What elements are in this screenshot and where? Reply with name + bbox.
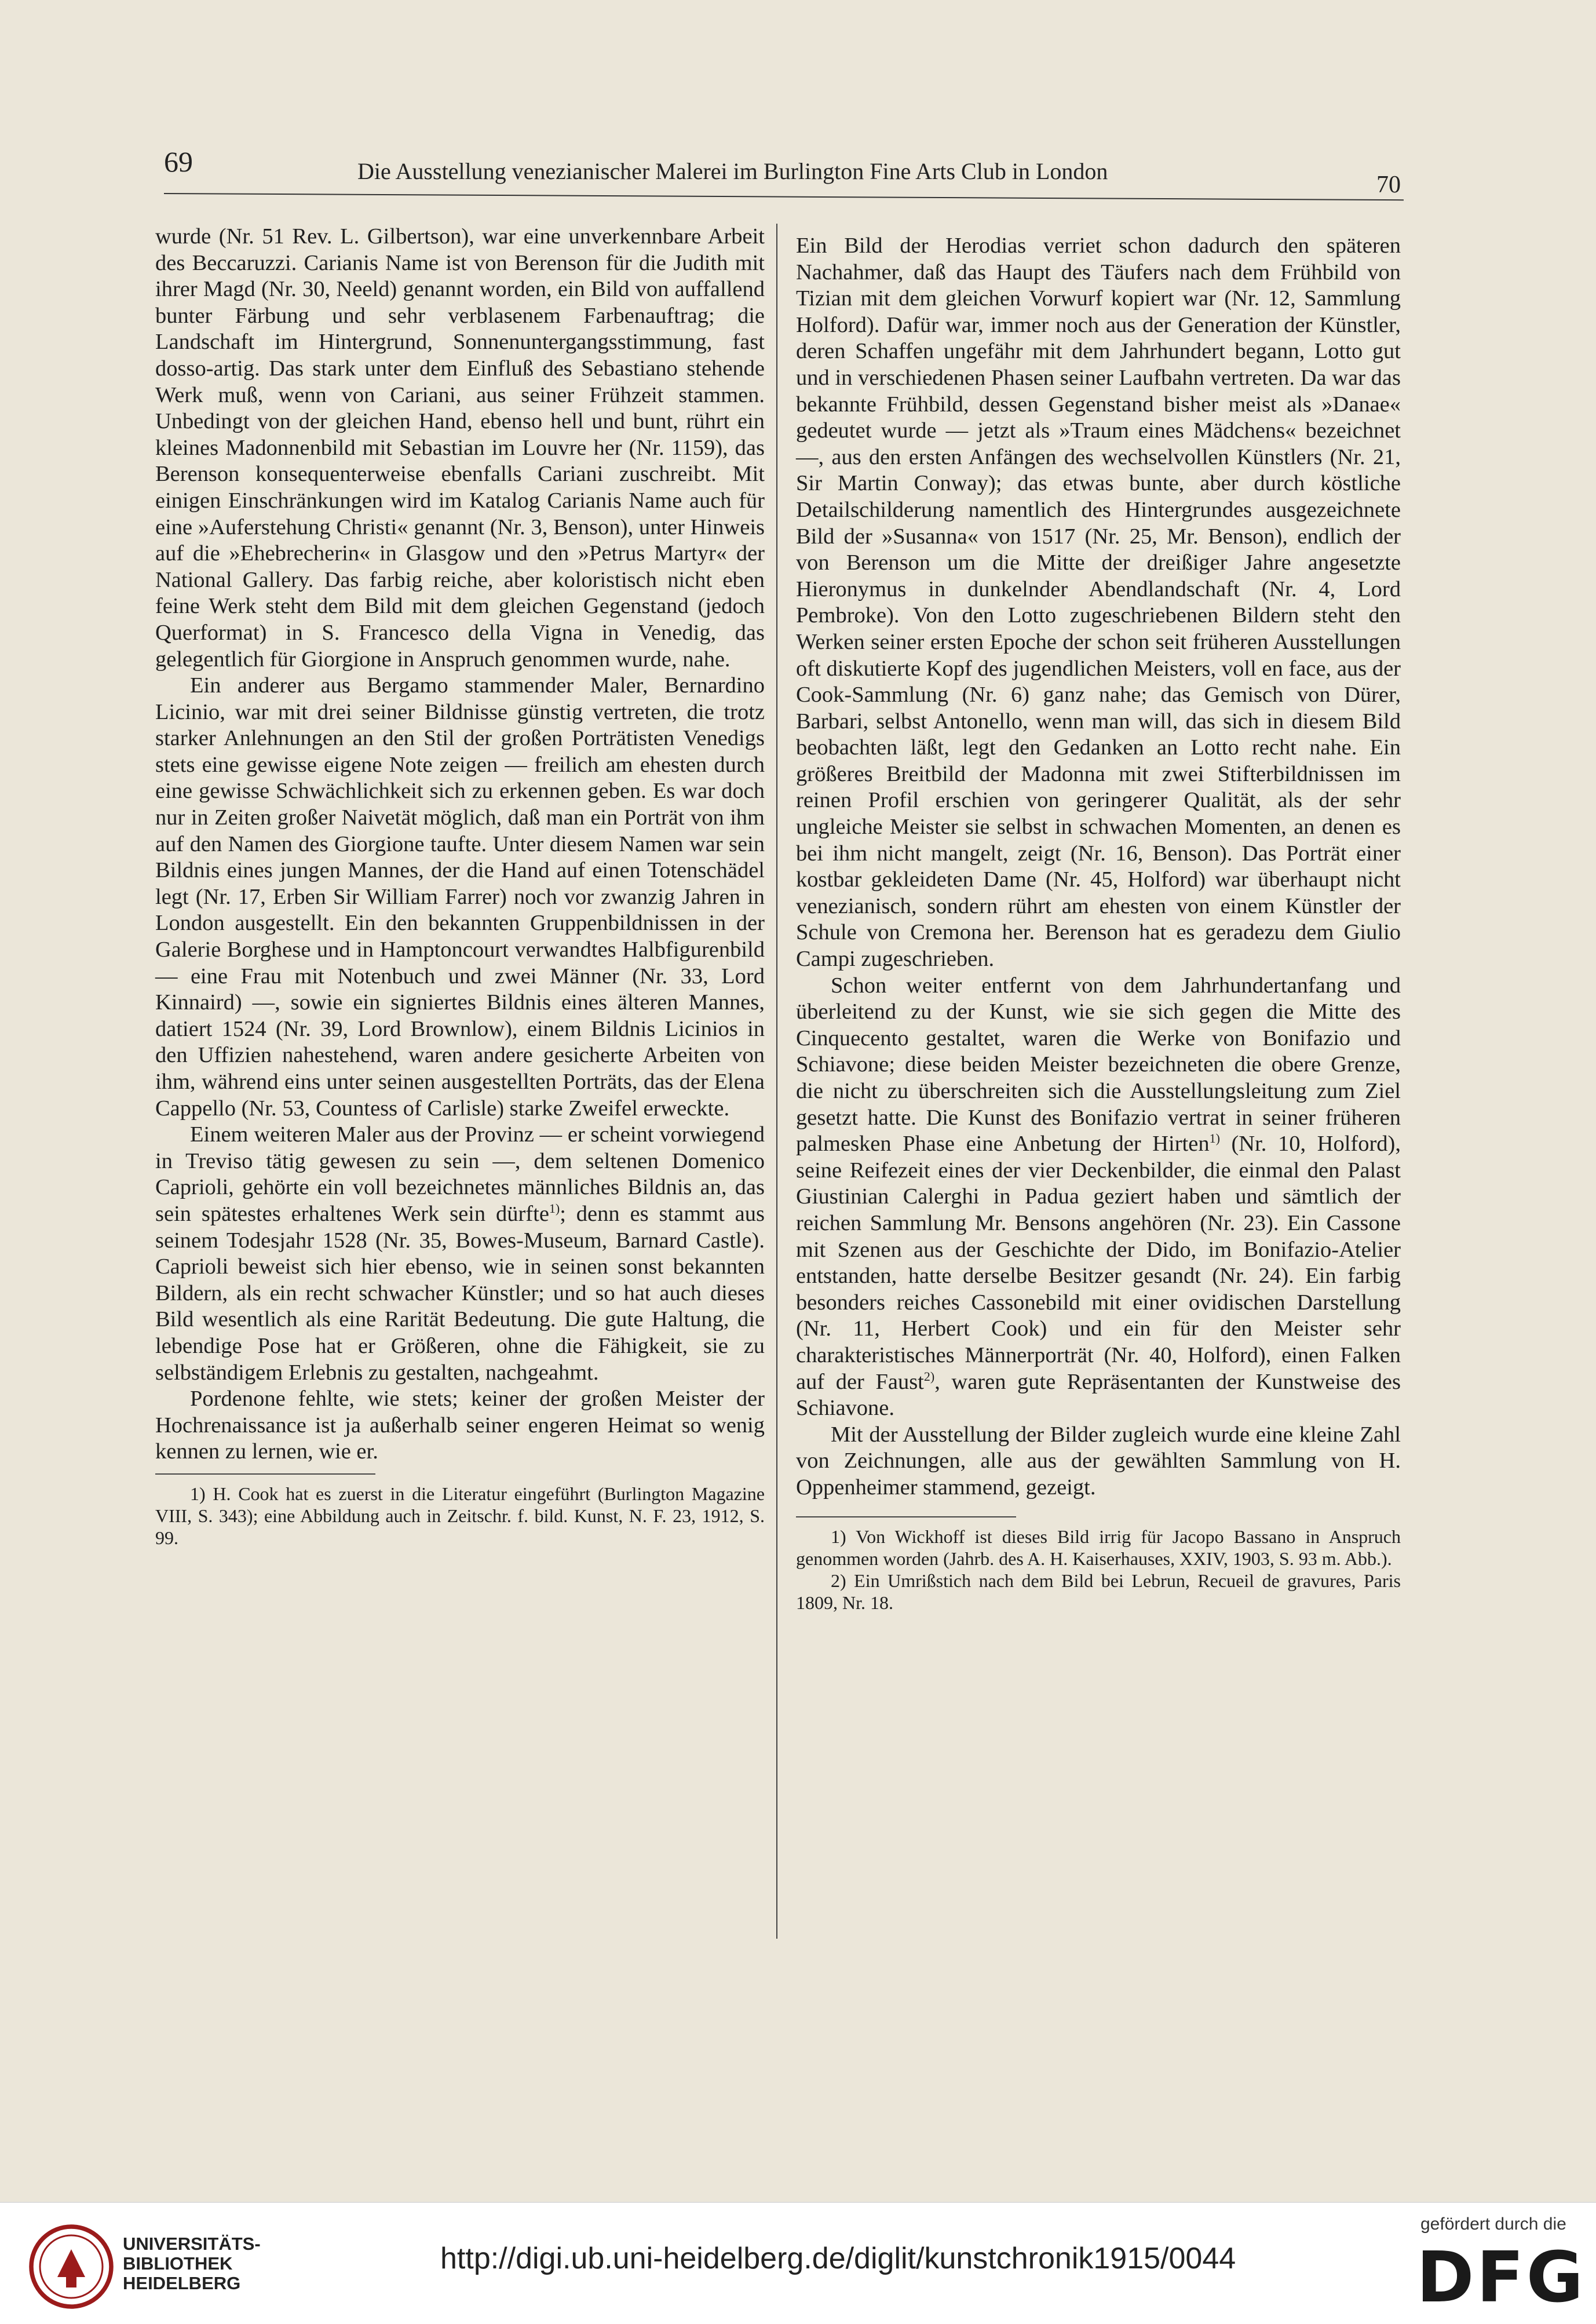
dfg-logo: DFG xyxy=(1416,2238,1586,2318)
footnote-ref: 1) xyxy=(1209,1131,1220,1146)
footnote: 1) H. Cook hat es zuerst in die Literatur eingeführt (Burlington Magazine VIII, S. 343); eine Abbildung auch in Zeitschr. f. bild. Kunst, N. F. 23, 1912, S. 99. xyxy=(155,1483,765,1548)
right-column xyxy=(796,233,1401,1614)
footer-bar xyxy=(0,2202,1596,2324)
funder-label: gefördert durch die xyxy=(1420,2214,1566,2234)
column-divider xyxy=(776,224,777,1939)
footnote-ref: 1) xyxy=(549,1201,560,1216)
text-run: Einem weiteren Maler aus der Provinz — er scheint vorwiegend in Treviso tätig gewesen zu sein —, dem seltenen Domenico Caprioli, gehörte ein voll bezeichnetes männliches Bildnis an, das sein spätestes erhaltenes Werk sein dürfte xyxy=(155,1122,765,1226)
paragraph xyxy=(155,1122,765,1386)
paragraph: Ein anderer aus Bergamo stammender Maler, Bernardino Licinio, war mit drei seiner Bildnisse günstig vertreten, die trotz starker Anlehnungen an den Stil der großen Porträtisten Venedigs stets eine gewisse eigene Note zeigen — freilich am ehesten durch eine gewisse Schwächlichkeit sich zu erkennen geben. Es war doch nur in Zeiten großer Naivetät möglich, daß man ein Porträt von ihm auf den Namen des Giorgione taufte. Unter diesem Namen war sein Bildnis eines jungen Mannes, der die Hand auf einen Totenschädel legt (Nr. 17, Erben Sir William Farrer) noch vor zwanzig Jahren in London ausgestellt. Ein den bekannten Gruppenbildnissen in der Galerie Borghese und in Hamptoncourt verwandtes Halbfigurenbild — eine Frau mit Notenbuch und zwei Männer (Nr. 33, Lord Kinnaird) —, sowie ein signiertes Bildnis eines älteren Mannes, datiert 1524 (Nr. 39, Lord Brownlow), einem Bildnis Licinios in den Uffizien nahestehend, waren andere gesicherte Arbeiten von ihm, während eins unter seinen ausgestellten Porträts, das der Elena Cappello (Nr. 53, Countess of Carlisle) starke Zweifel erweckte. xyxy=(155,673,765,1121)
left-column xyxy=(155,224,765,1549)
text-run: , waren gute Repräsentanten der Kunstweise des Schiavone. xyxy=(796,1369,1401,1421)
page-number-right: 70 xyxy=(1376,172,1401,198)
running-title: Die Ausstellung venezianischer Malerei im Burlington Fine Arts Club in London xyxy=(357,158,1108,184)
paragraph: Mit der Ausstellung der Bilder zugleich wurde eine kleine Zahl von Zeichnungen, alle aus der gewählten Sammlung von H. Oppenheimer stammend, gezeigt. xyxy=(796,1422,1401,1500)
header-rule xyxy=(164,193,1404,200)
text-run: (Nr. 10, Holford), seine Reifezeit eines der vier Deckenbilder, die einmal den Palast Giustinian Calerghi in Padua geziert haben und sämtlich der reichen Sammlung Mr. Bensons angehören (Nr. 23). Ein Cassone mit Szenen aus der Geschichte der Dido, im Bonifazio-Atelier entstanden, hatte derselbe Besitzer gesandt (Nr. 24). Ein farbig besonders reiches Cassonebild mit einer ovidischen Darstellung (Nr. 11, Herbert Cook) und ein für den Meister sehr charakteristisches Männerporträt (Nr. 40, Holford), einen Falken auf der Faust xyxy=(796,1132,1401,1394)
footnote-rule xyxy=(796,1516,1016,1517)
footnote-ref: 2) xyxy=(923,1369,935,1384)
university-name: UNIVERSITÄTS- BIBLIOTHEK HEIDELBERG xyxy=(123,2234,261,2293)
paragraph: wurde (Nr. 51 Rev. L. Gilbertson), war eine unverkennbare Arbeit des Beccaruzzi. Carianis Name ist von Berenson für die Judith mit ihrer Magd (Nr. 30, Neeld) genannt worden, ein Bild von auffallend bunter Färbung und sehr verblasenem Farbenauftrag; die Landschaft im Hintergrund, Sonnenuntergangsstimmung, fast dosso-artig. Das stark unter dem Einfluß des Sebastiano stehende Werk muß, wenn von Cariani, aus seiner Frühzeit stammen. Unbedingt von der gleichen Hand, ebenso hell und bunt, rührt ein kleines Madonnenbild mit Sebastian im Louvre her (Nr. 1159), das Berenson konsequenterweise ebenfalls Cariani zuschreibt. Mit einigen Einschränkungen wird im Katalog Carianis Name auch für eine »Auferstehung Christi« genannt (Nr. 3, Benson), unter Hinweis auf die »Ehebrecherin« in Glasgow und den »Petrus Martyr« der National Gallery. Das farbig reiche, aber koloristisch nicht eben feine Werk steht dem Bild mit dem gleichen Gegenstand (jedoch Querformat) in S. Francesco della Vigna in Venedig, das gelegentlich für Giorgione in Anspruch genommen wurde, nahe. xyxy=(155,224,765,672)
paragraph xyxy=(796,973,1401,1422)
text-run: Schon weiter entfernt von dem Jahrhundertanfang und überleitend zu der Kunst, wie sie sich gegen die Mitte des Cinquecento gestaltet, waren die Werke von Bonifazio und Schiavone; diese beiden Meister bezeichneten die obere Grenze, die nicht zu überschreiten sich die Ausstellungsleitung zum Ziel gesetzt hatte. Die Kunst des Bonifazio vertrat in seiner früheren palmesken Phase eine Anbetung der Hirten xyxy=(796,973,1401,1156)
text-run: ; denn es stammt aus seinem Todesjahr 1528 (Nr. 35, Bowes-Museum, Barnard Castle). Caprioli beweist sich hier ebenso, wie in seinen sonst bekannten Bildern, als ein recht schwacher Künstler; und so hat auch dieses Bild wesentlich als eine Rarität Bedeutung. Die gute Haltung, die lebendige Pose hat er Größeren, ohne die Fähigkeit, sie zu selbständigem Erlebnis zu gestalten, nachgeahmt. xyxy=(155,1201,765,1385)
permalink-url[interactable]: http://digi.ub.uni-heidelberg.de/diglit/kunstchronik1915/0044 xyxy=(440,2242,1236,2275)
paragraph: Pordenone fehlte, wie stets; keiner der großen Meister der Hochrenaissance ist ja außerhalb seiner engeren Heimat so wenig kennen zu lernen, wie er. xyxy=(155,1387,765,1464)
footnote: 2) Ein Umrißstich nach dem Bild bei Lebrun, Recueil de gravures, Paris 1809, Nr. 18. xyxy=(796,1570,1401,1613)
heidelberg-seal-icon xyxy=(28,2223,115,2310)
footnotes xyxy=(155,1473,765,1549)
footnote-rule xyxy=(155,1473,375,1475)
paragraph: Ein Bild der Herodias verriet schon dadurch den späteren Nachahmer, daß das Haupt des Täufers nach dem Frühbild von Tizian mit dem gleichen Vorwurf kopiert war (Nr. 12, Sammlung Holford). Dafür war, immer noch aus der Generation der Künstler, deren Schaffen ungefähr mit dem Jahrhundert begann, Lotto gut und in verschiedenen Phasen seiner Laufbahn vertreten. Da war das bekannte Frühbild, dessen Gegenstand bisher meist als »Danae« gedeutet wurde — jetzt als »Traum eines Mädchens« bezeichnet —, aus den ersten Anfängen des wechselvollen Künstlers (Nr. 21, Sir Martin Conway); das etwas bunte, aber durch köstliche Detailschilderung namentlich des Hintergrundes ausgezeichnete Bild der »Susanna« von 1517 (Nr. 25, Mr. Benson), endlich der von Berenson um die Mitte der dreißiger Jahre angesetzte Hieronymus in dunkelnder Abendlandschaft (Nr. 4, Lord Pembroke). Von den Lotto zugeschriebenen Bildern steht den Werken seiner ersten Epoche der schon seit früheren Ausstellungen oft diskutierte Kopf des jugendlichen Meisters, voll en face, aus der Cook-Sammlung (Nr. 6) ganz nahe; das Gemisch von Dürer, Barbari, selbst Antonello, wenn man will, das sich in diesem Bild beobachten läßt, legt den Gedanken an Lotto recht nahe. Ein größeres Breitbild der Madonna mit zwei Stifterbildnissen im reinen Profil erschien von geringerer Qualität, als der sehr ungleiche Meister sie selbst in schwachen Momenten, an denen es bei ihm nicht mangelt, zeigt (Nr. 16, Benson). Das Porträt einer kostbar gekleideten Dame (Nr. 45, Holford) war überhaupt nicht venezianisch, sondern rührt am ehesten von einem Künstler der Schule von Cremona her. Berenson hat es geradezu dem Giulio Campi zugeschrieben. xyxy=(796,234,1401,972)
footnotes xyxy=(796,1516,1401,1614)
footnote: 1) Von Wickhoff ist dieses Bild irrig für Jacopo Bassano in Anspruch genommen worden (Jahrb. des A. H. Kaiserhauses, XXIV, 1903, S. 93 m. Abb.). xyxy=(796,1526,1401,1569)
page-number-left: 69 xyxy=(164,145,193,178)
